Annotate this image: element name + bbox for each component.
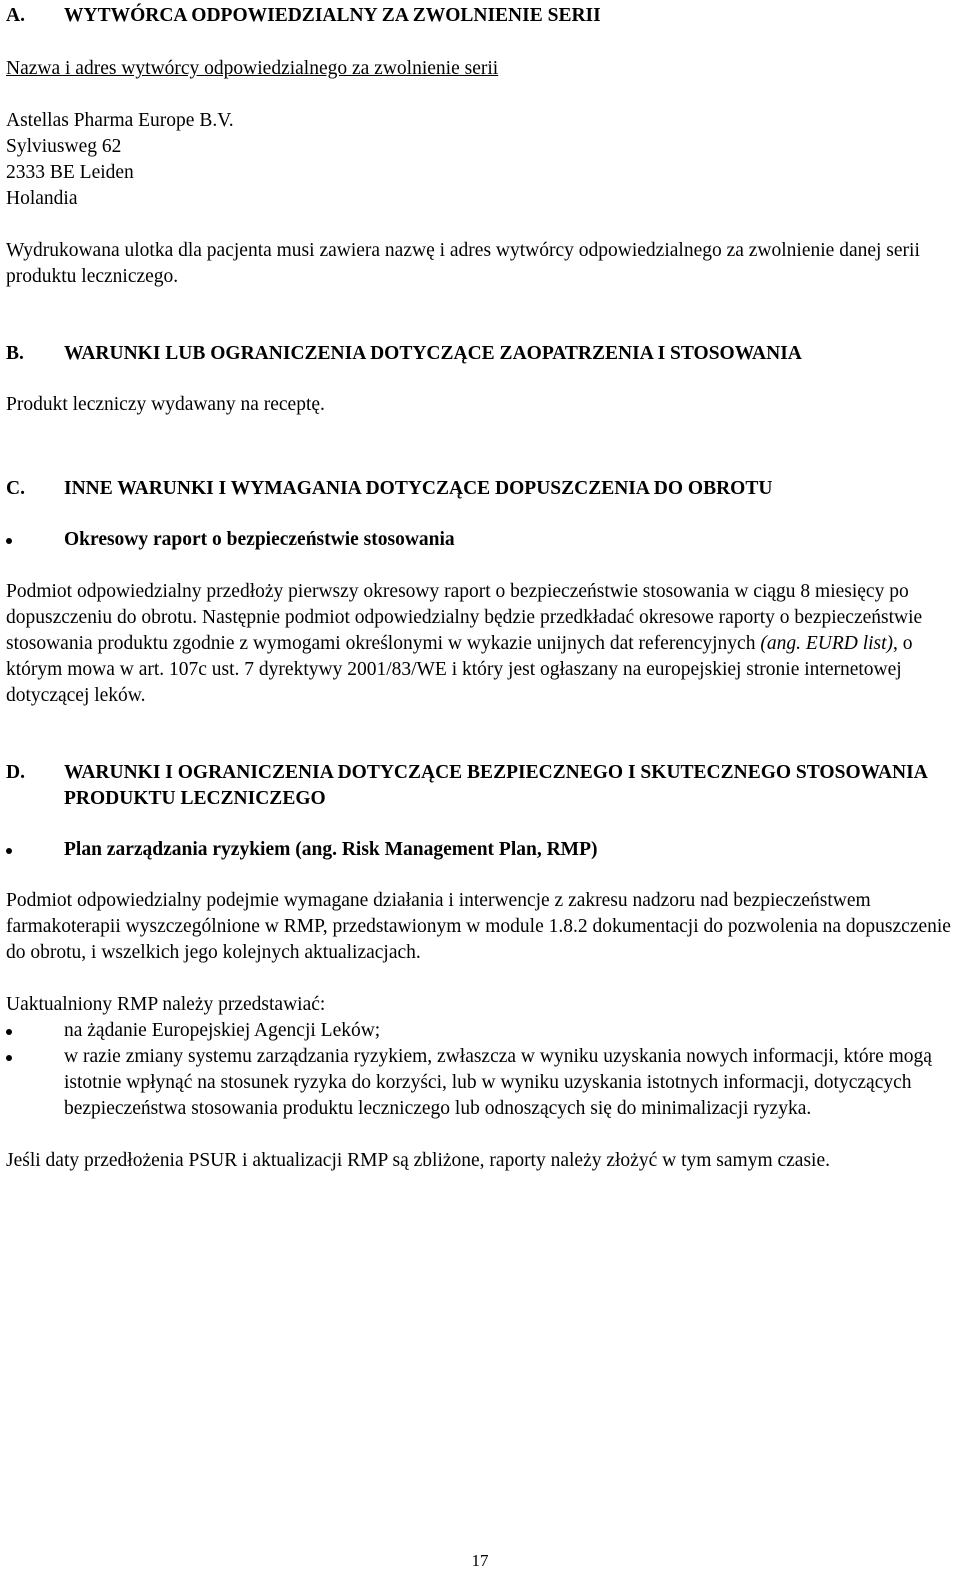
document-page [6, 0, 954, 1174]
list-item [6, 1018, 954, 1044]
section-b-text: Produkt leczniczy wydawany na receptę. [6, 394, 325, 415]
psur-text-part-1: Podmiot odpowiedzialny przedłoży pierwszy okresowy raport o bezpieczeństwie stosowania w ciągu 8 miesięcy po dopuszczeniu do obrotu. Następnie podmiot odpowiedzialny będzie przedkładać okresowe raporty o bezpieczeństwie stosowania produktu zgodnie z wymogami określonymi w wykazie unijnych dat referencyjnych [6, 581, 923, 654]
address-line-3: 2333 BE Leiden [6, 162, 134, 183]
section-d-bullet-heading [6, 837, 954, 863]
page-number: 17 [471, 1551, 489, 1570]
section-a-heading [6, 3, 954, 29]
bullet-icon [6, 1044, 64, 1122]
section-c-letter: C. [6, 478, 25, 499]
psur-text-italic: (ang. EURD list) [760, 633, 894, 654]
section-b-heading [6, 341, 954, 367]
section-d-title: WARUNKI I OGRANICZENIA DOTYCZĄCE BEZPIECZNEGO I SKUTECZNEGO STOSOWANIA PRODUKTU LECZNICZEGO [64, 762, 927, 809]
section-d-letter: D. [6, 762, 25, 783]
rmp-conditions-list [6, 1018, 954, 1122]
section-d-paragraph-3: Jeśli daty przedłożenia PSUR i aktualizacji RMP są zbliżone, raporty należy złożyć w tym samym czasie. [6, 1150, 830, 1171]
bullet-icon [6, 1018, 64, 1044]
list-item [6, 1044, 954, 1122]
bullet-icon [6, 837, 64, 863]
section-c-title: INNE WARUNKI I WYMAGANIA DOTYCZĄCE DOPUSZCZENIA DO OBROTU [64, 478, 773, 499]
psur-heading: Okresowy raport o bezpieczeństwie stosowania [64, 529, 455, 550]
section-d-paragraph-2: Uaktualniony RMP należy przedstawiać: [6, 994, 326, 1015]
address-line-4: Holandia [6, 188, 78, 209]
section-d-paragraph-1: Podmiot odpowiedzialny podejmie wymagane działania i interwencje z zakresu nadzoru nad bezpieczeństwem farmakoterapii wyszczególnione w RMP, przedstawionym w module 1.8.2 dokumentacji do pozwolenia na dopuszczenie do obrotu, i wszelkich jego kolejnych aktualizacjach. [6, 890, 951, 963]
rmp-heading: Plan zarządzania ryzykiem (ang. Risk Management Plan, RMP) [64, 839, 598, 860]
address-line-2: Sylviusweg 62 [6, 136, 122, 157]
manufacturer-address [6, 108, 954, 212]
section-a-title: WYTWÓRCA ODPOWIEDZIALNY ZA ZWOLNIENIE SERII [64, 5, 601, 26]
list-item-text: na żądanie Europejskiej Agencji Leków; [64, 1020, 381, 1041]
bullet-icon [6, 527, 64, 553]
section-a-letter: A. [6, 5, 25, 26]
section-b-letter: B. [6, 343, 24, 364]
section-d-heading [6, 760, 954, 812]
section-c-bullet-heading [6, 527, 954, 553]
list-item-text: w razie zmiany systemu zarządzania ryzykiem, zwłaszcza w wyniku uzyskania nowych informacji, które mogą istotnie wpłynąć na stosunek ryzyka do korzyści, lub w wyniku uzyskania istotnych informacji, dotyczących bezpieczeństwa stosowania produktu leczniczego lub odnoszących się do minimalizacji ryzyka. [64, 1046, 932, 1119]
section-c-heading [6, 476, 954, 502]
section-a-subheading: Nazwa i adres wytwórcy odpowiedzialnego za zwolnienie serii [6, 58, 499, 79]
section-c-paragraph [6, 579, 954, 709]
psur-text-part-2: , o którym mowa w art. 107c ust. 7 dyrektywy 2001/83/WE i który jest ogłaszany na europejskiej stronie internetowej dotyczącej leków. [6, 633, 913, 706]
address-line-1: Astellas Pharma Europe B.V. [6, 110, 234, 131]
section-b-title: WARUNKI LUB OGRANICZENIA DOTYCZĄCE ZAOPATRZENIA I STOSOWANIA [64, 343, 802, 364]
section-a-note: Wydrukowana ulotka dla pacjenta musi zawiera nazwę i adres wytwórcy odpowiedzialnego za zwolnienie danej serii produktu leczniczego. [6, 240, 920, 287]
